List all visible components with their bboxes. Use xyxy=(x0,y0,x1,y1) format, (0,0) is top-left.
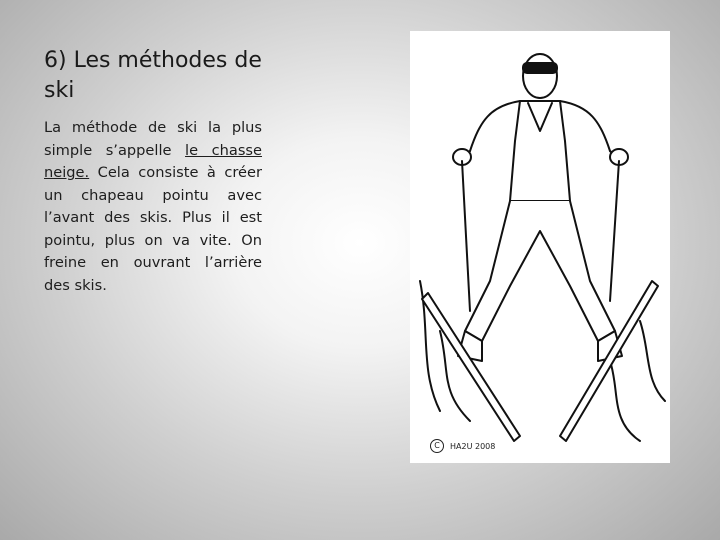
right-pole xyxy=(610,161,619,301)
body-paragraph xyxy=(44,117,262,297)
left-ski xyxy=(422,293,520,441)
slide-title: 6) Les méthodes de ski xyxy=(44,48,262,103)
body-term-chasse-neige: le chasse neige. xyxy=(44,141,263,181)
body-rest: Cela consiste à créer un chapeau pointu avec l’avant des skis. Plus il est pointu, plus on va vite. On freine en ouvrant l’arrière des skis. xyxy=(44,164,262,294)
right-ski xyxy=(560,281,658,441)
copyright-credit xyxy=(430,439,495,453)
skier-illustration xyxy=(410,31,670,463)
snow-lines xyxy=(420,281,665,441)
left-pole xyxy=(462,161,470,311)
credit-text: HA2U 2008 xyxy=(450,441,496,451)
copyright-icon: C xyxy=(430,439,444,453)
skier-drawing xyxy=(410,31,670,463)
goggles-icon xyxy=(523,63,557,73)
body-intro: La méthode de ski la plus simple s’appelle xyxy=(44,119,262,159)
